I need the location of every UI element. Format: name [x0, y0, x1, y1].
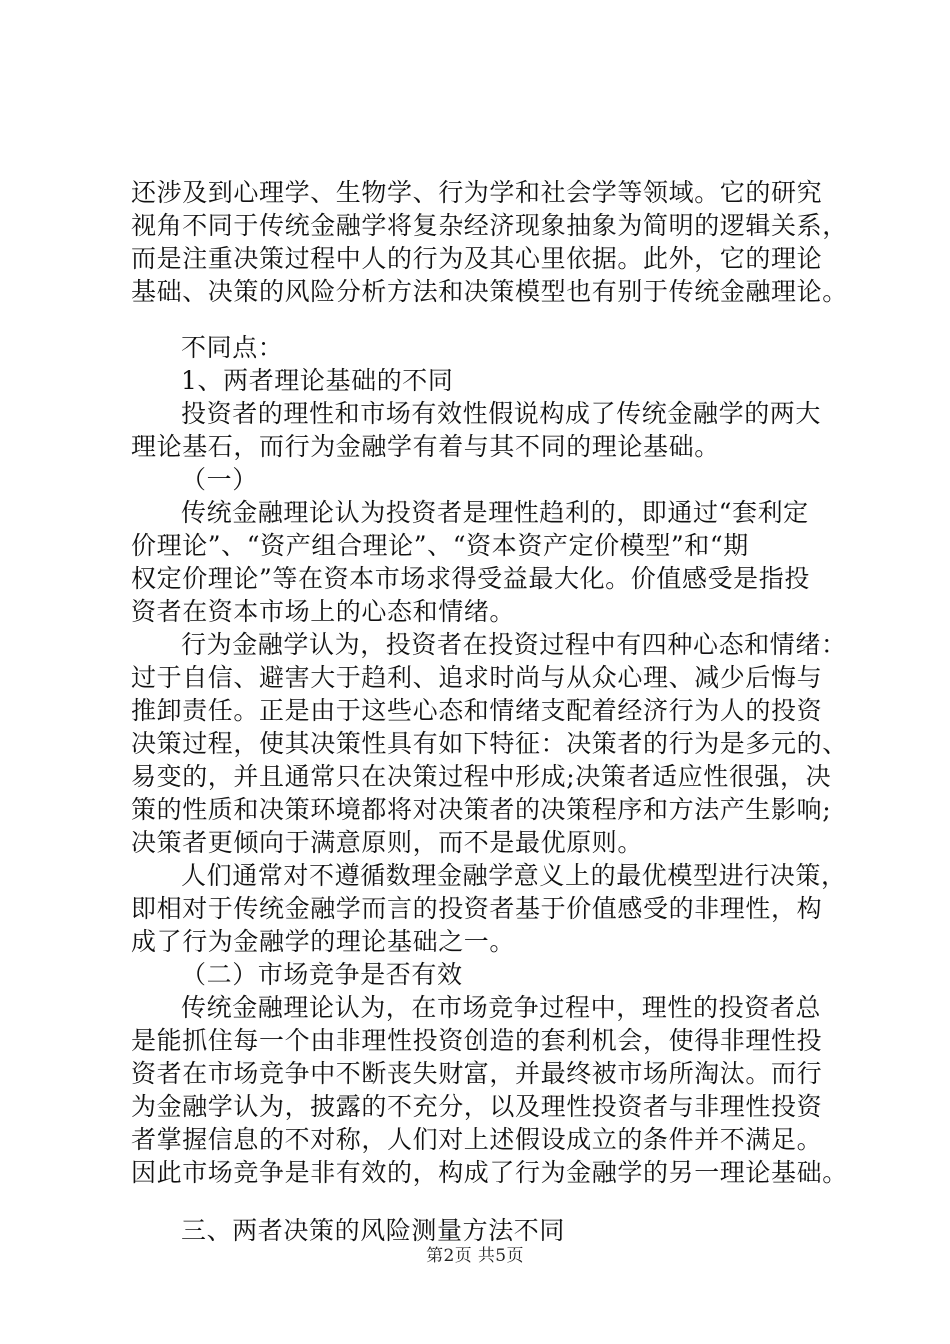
- text-line-25: 传统金融理论认为，在市场竞争过程中，理性的投资者总: [181, 993, 822, 1022]
- text-line-23: 成了行为金融学的理论基础之一。: [131, 927, 516, 956]
- text-line-11: 价理论”、“资产组合理论”、“资本资产定价模型”和“期: [131, 531, 749, 560]
- page-footer: 第2页 共5页: [426, 1246, 524, 1266]
- text-line-22: 即相对于传统金融学而言的投资者基于价值感受的非理性，构: [131, 894, 823, 923]
- text-line-13: 资者在资本市场上的心态和情绪。: [131, 597, 516, 626]
- text-line-12: 权定价理论”等在资本市场求得受益最大化。价值感受是指投: [131, 564, 810, 593]
- text-line-16: 推卸责任。正是由于这些心态和情绪支配着经济行为人的投资: [131, 696, 823, 725]
- text-line-20: 决策者更倾向于满意原则，而不是最优原则。: [131, 828, 644, 857]
- text-line-14: 行为金融学认为，投资者在投资过程中有四种心态和情绪：: [181, 630, 847, 659]
- subheading-one: （一）: [181, 465, 258, 494]
- text-line-17: 决策过程，使其决策性具有如下特征：决策者的行为是多元的、: [131, 729, 848, 758]
- text-line-2: 视角不同于传统金融学将复杂经济现象抽象为简明的逻辑关系，: [131, 211, 848, 240]
- text-line-3: 而是注重决策过程中人的行为及其心里依据。此外，它的理论: [131, 244, 823, 273]
- text-line-10: 传统金融理论认为投资者是理性趋利的，即通过“套利定: [181, 498, 809, 527]
- text-line-15: 过于自信、避害大于趋利、追求时尚与从众心理、减少后悔与: [131, 663, 823, 692]
- text-line-1: 还涉及到心理学、生物学、行为学和社会学等领域。它的研究: [131, 178, 823, 207]
- text-line-19: 策的性质和决策环境都将对决策者的决策程序和方法产生影响;: [131, 795, 832, 824]
- text-line-26: 是能抓住每一个由非理性投资创造的套利机会，使得非理性投: [131, 1026, 823, 1055]
- heading-risk-measurement: 三、两者决策的风险测量方法不同: [181, 1216, 566, 1245]
- text-line-29: 者掌握信息的不对称，人们对上述假设成立的条件并不满足。: [131, 1125, 823, 1154]
- heading-theory-basis: 1、两者理论基础的不同: [181, 366, 454, 395]
- text-line-7: 投资者的理性和市场有效性假说构成了传统金融学的两大: [181, 399, 822, 428]
- text-line-4: 基础、决策的风险分析方法和决策模型也有别于传统金融理论。: [131, 277, 848, 306]
- text-line-18: 易变的，并且通常只在决策过程中形成;决策者适应性很强，决: [131, 762, 832, 791]
- section-label-differences: 不同点：: [181, 333, 284, 362]
- text-line-8: 理论基石，而行为金融学有着与其不同的理论基础。: [131, 432, 720, 461]
- subheading-two: （二）市场竞争是否有效: [181, 960, 463, 989]
- text-line-30: 因此市场竞争是非有效的，构成了行为金融学的另一理论基础。: [131, 1158, 848, 1187]
- text-line-28: 为金融学认为，披露的不充分，以及理性投资者与非理性投资: [131, 1092, 823, 1121]
- text-line-21: 人们通常对不遵循数理金融学意义上的最优模型进行决策，: [181, 861, 847, 890]
- text-line-27: 资者在市场竞争中不断丧失财富，并最终被市场所淘汰。而行: [131, 1059, 823, 1088]
